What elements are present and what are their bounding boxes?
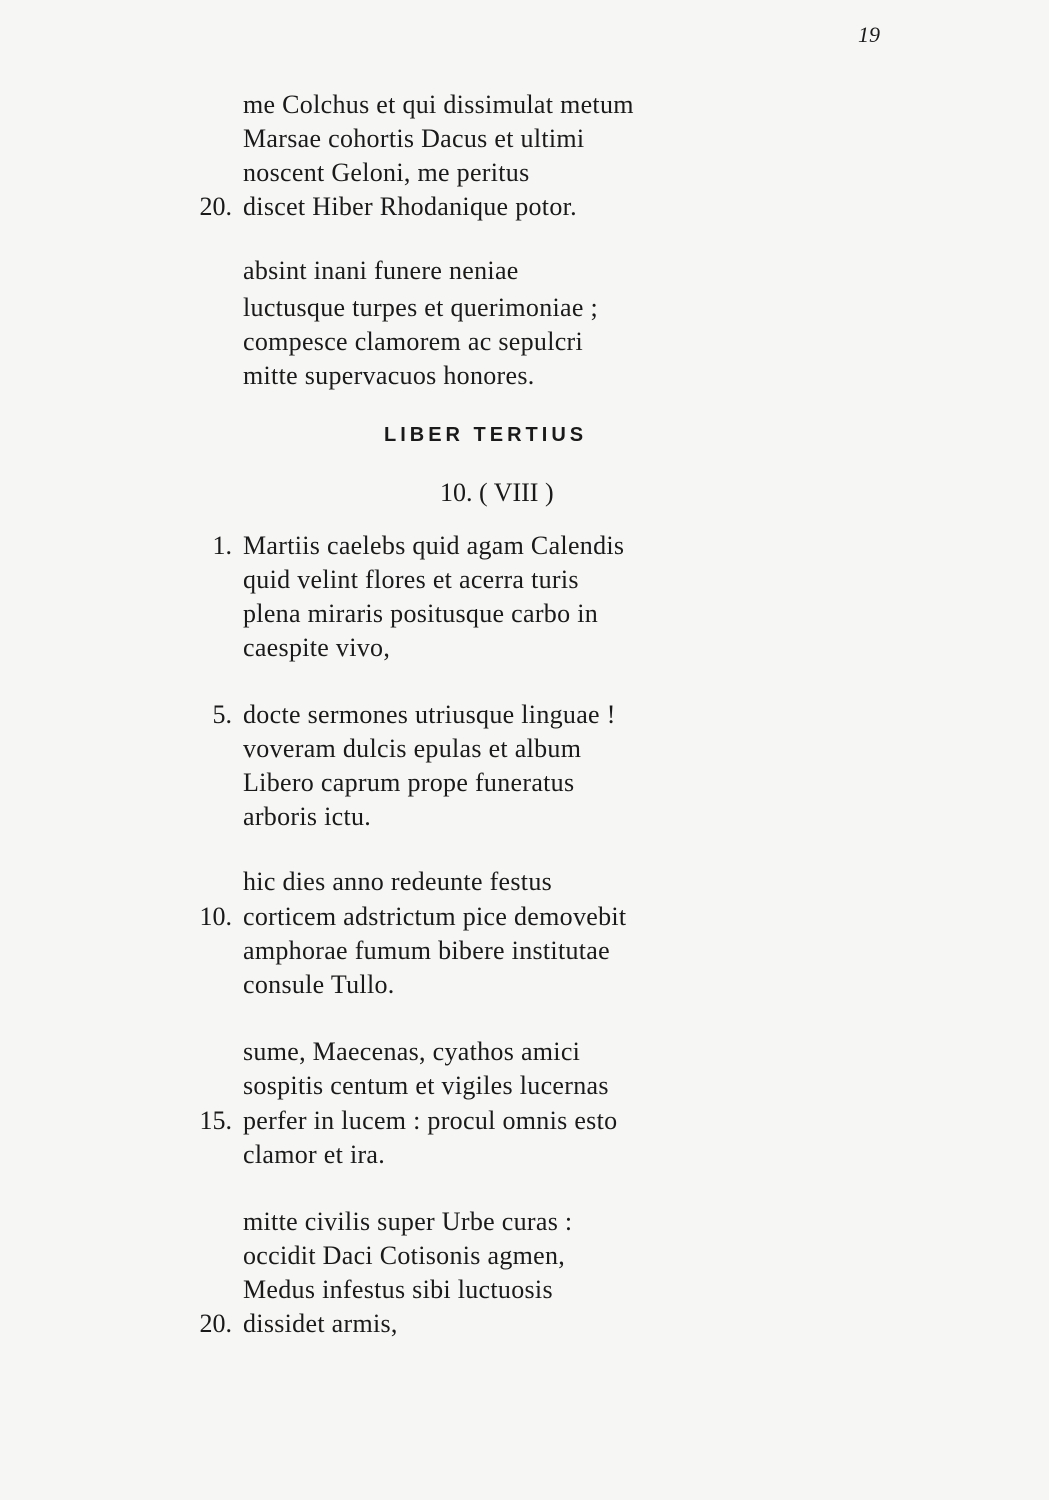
verse-line: sospitis centum et vigiles lucernas	[243, 1071, 609, 1100]
verse-line: voveram dulcis epulas et album	[243, 734, 582, 763]
verse-line: sume, Maecenas, cyathos amici	[243, 1037, 581, 1066]
line-number: 1.	[212, 531, 232, 560]
line-number: 15.	[199, 1106, 232, 1135]
verse-line: Libero caprum prope funeratus	[243, 768, 575, 797]
book-title: LIBER TERTIUS	[384, 424, 588, 446]
verse-line: luctusque turpes et querimoniae ;	[243, 293, 599, 322]
page-number: 19	[858, 22, 880, 47]
line-number: 10.	[199, 902, 232, 931]
line-number: 20.	[199, 1309, 232, 1338]
verse-line: mitte civilis super Urbe curas :	[243, 1207, 573, 1236]
verse-line: consule Tullo.	[243, 970, 395, 999]
poem-title: 10. ( VIII )	[440, 478, 554, 507]
verse-line: noscent Geloni, me peritus	[243, 158, 530, 187]
verse-line: docte sermones utriusque linguae !	[243, 700, 616, 729]
verse-line: plena miraris positusque carbo in	[243, 599, 599, 628]
verse-line: perfer in lucem : procul omnis esto	[243, 1106, 618, 1135]
verse-line: arboris ictu.	[243, 802, 372, 831]
line-number: 20.	[199, 192, 232, 221]
verse-line: caespite vivo,	[243, 633, 391, 662]
verse-line: hic dies anno redeunte festus	[243, 867, 553, 896]
verse-line: occidit Daci Cotisonis agmen,	[243, 1241, 566, 1270]
verse-line: me Colchus et qui dissimulat metum	[243, 90, 634, 119]
verse-line: dissidet armis,	[243, 1309, 398, 1338]
verse-line: absint inani funere neniae	[243, 256, 519, 285]
line-number: 5.	[212, 700, 232, 729]
verse-line: amphorae fumum bibere institutae	[243, 936, 610, 965]
verse-line: clamor et ira.	[243, 1140, 386, 1169]
verse-line: compesce clamorem ac sepulcri	[243, 327, 584, 356]
verse-line: corticem adstrictum pice demovebit	[243, 902, 627, 931]
verse-line: Marsae cohortis Dacus et ultimi	[243, 124, 585, 153]
verse-line: Medus infestus sibi luctuosis	[243, 1275, 553, 1304]
verse-line: Martiis caelebs quid agam Calendis	[243, 531, 625, 560]
verse-line: mitte supervacuos honores.	[243, 361, 535, 390]
verse-line: quid velint flores et acerra turis	[243, 565, 579, 594]
verse-line: discet Hiber Rhodanique potor.	[243, 192, 577, 221]
